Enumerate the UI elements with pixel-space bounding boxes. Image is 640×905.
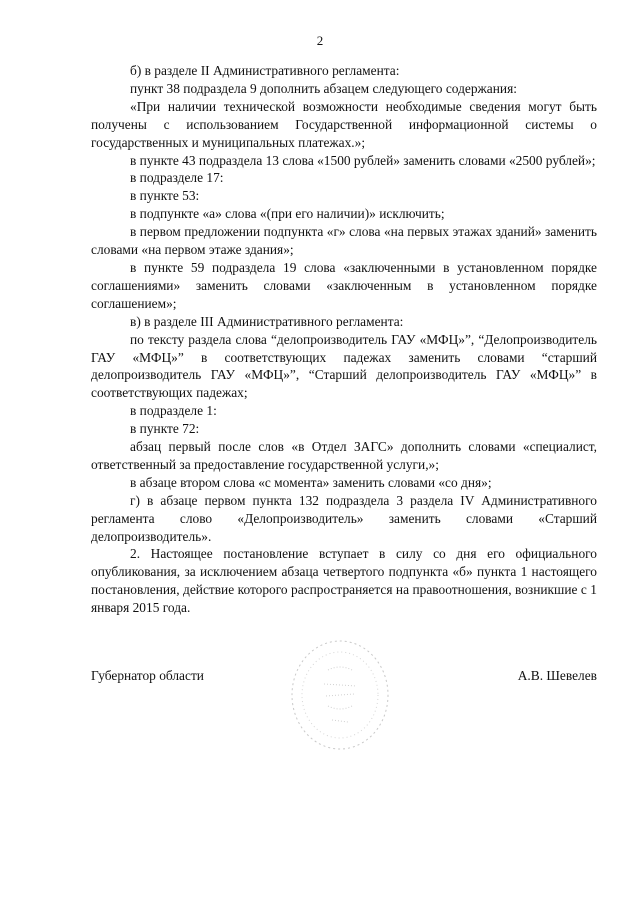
paragraph: по тексту раздела слова “делопроизводитель ГАУ «МФЦ»”, “Делопроизводитель ГАУ «МФЦ»” в соответствующих падежах заменить словами “старший делопроизводитель ГАУ «МФЦ»”, “Старший делопроизводитель ГАУ «МФЦ»” в соответствующих падежах; [91, 331, 597, 401]
paragraph: в абзаце втором слова «с момента» заменить словами «со дня»; [130, 474, 492, 490]
paragraph: в подразделе 17: [130, 170, 224, 186]
paragraph: в подпункте «а» слова «(при его наличии)» исключить; [130, 206, 445, 222]
paragraph: г) в абзаце первом пункта 132 подраздела 3 раздела IV Административного регламента слово «Делопроизводитель» заменить словами «Старший делопроизводитель». [91, 492, 597, 544]
paragraph: в первом предложении подпункта «г» слова «на первых этажах зданий» заменить словами «на первом этаже здания»; [91, 224, 597, 258]
signer-title: Губернатор области [91, 668, 204, 683]
paragraph: абзац первый после слов «в Отдел ЗАГС» дополнить словами «специалист, ответственный за предоставление государственной услуги,»; [91, 439, 597, 472]
paragraph: в подразделе 1: [130, 403, 217, 419]
paragraph: пункт 38 подраздела 9 дополнить абзацем следующего содержания: [130, 80, 517, 96]
paragraph: «При наличии технической возможности необходимые сведения могут быть получены с использованием Государственной информационной системы о государственных и муниципальных платежах.»; [91, 98, 597, 150]
paragraph: в пункте 72: [130, 421, 200, 437]
document-body [91, 62, 597, 617]
paragraph: 2. Настоящее постановление вступает в силу со дня его официального опубликования, за исключением абзаца четвертого подпункта «б» пункта 1 настоящего постановления, действие которого распространяется на правоотношения, возникшие с 1 января 2015 года. [91, 546, 597, 616]
paragraph: в пункте 43 подраздела 13 слова «1500 рублей» заменить словами «2500 рублей»; [130, 152, 596, 168]
page-number: 2 [316, 33, 324, 48]
paragraph: в пункте 59 подраздела 19 слова «заключенными в установленном порядке соглашениями» заменить словами «заключенным в установленном порядке соглашением»; [91, 259, 597, 311]
paragraph: в пункте 53: [130, 188, 200, 204]
paragraph: в) в разделе III Административного регламента: [130, 313, 404, 329]
paragraph: б) в разделе II Административного регламента: [130, 63, 400, 78]
faint-seal-stamp [288, 636, 392, 754]
signature-block [91, 668, 597, 688]
signer-name: А.В. Шевелев [517, 668, 597, 683]
